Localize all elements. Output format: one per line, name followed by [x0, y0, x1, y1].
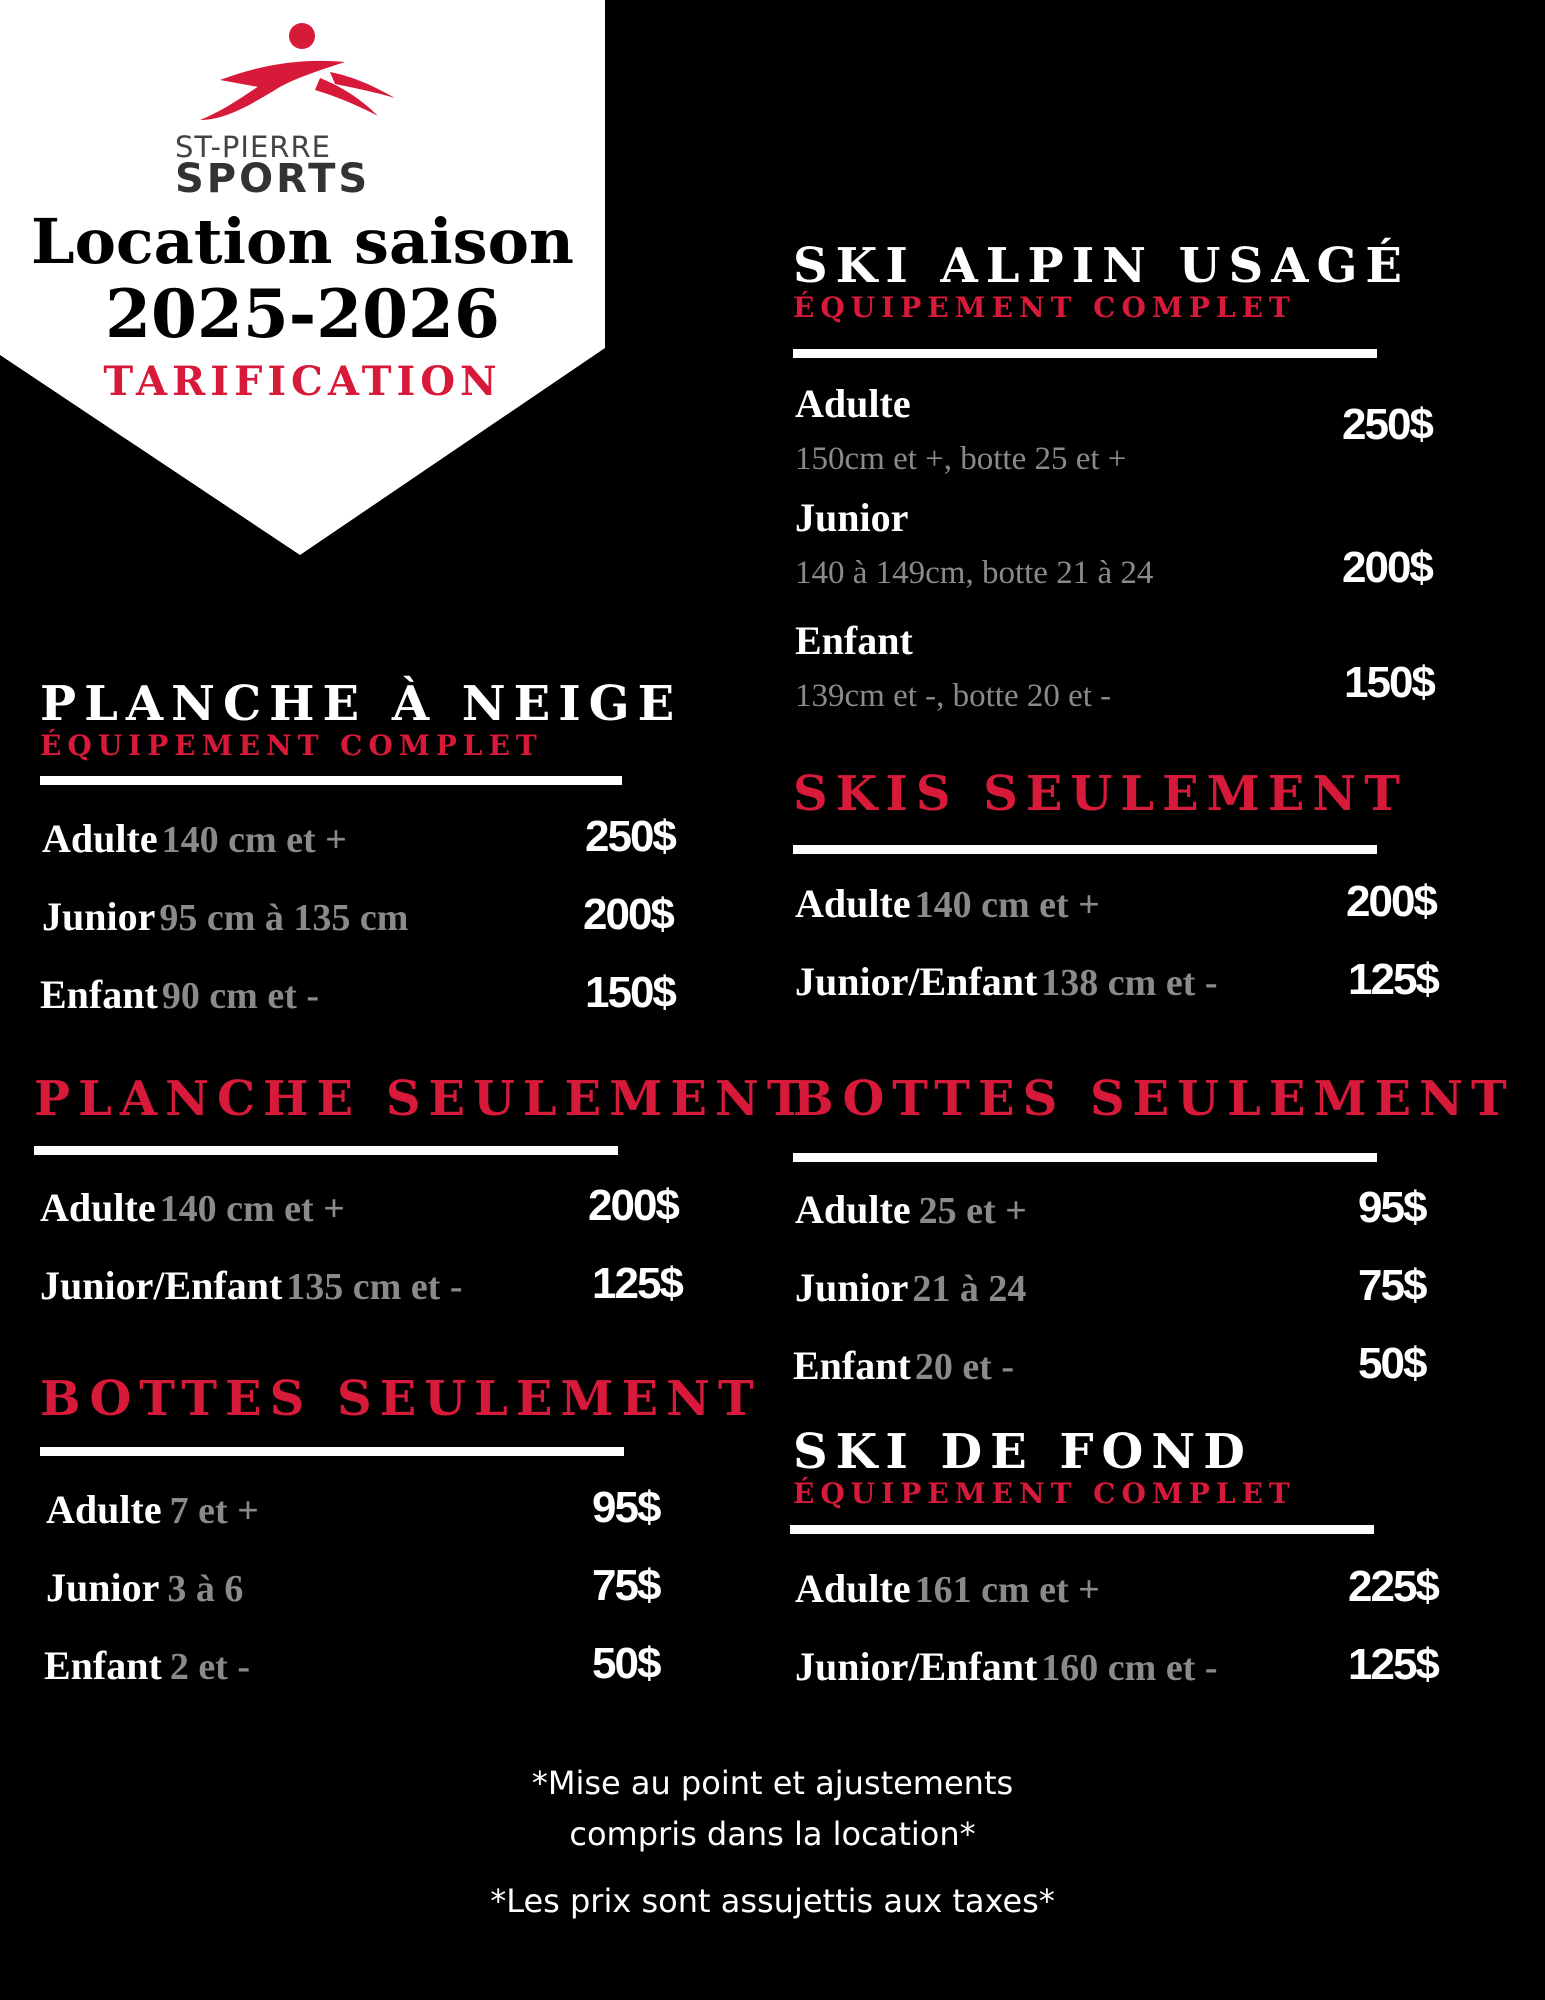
item-label: Junior/Enfant	[795, 1644, 1038, 1689]
section-planche-neige	[40, 676, 683, 762]
item-label: Junior	[795, 495, 909, 540]
item-price: 200$	[588, 1181, 678, 1230]
list-item	[46, 1564, 243, 1611]
divider	[34, 1146, 618, 1155]
item-price: 200$	[583, 890, 673, 939]
item-detail: 135 cm et -	[286, 1266, 463, 1308]
list-item	[44, 1642, 250, 1689]
item-detail: 25 et +	[918, 1190, 1027, 1232]
list-item	[795, 1643, 1218, 1690]
section-subtitle: ÉQUIPEMENT COMPLET	[793, 1477, 1296, 1510]
item-price: 50$	[592, 1639, 660, 1688]
tax-note: *Les prix sont assujettis aux taxes*	[490, 1882, 1055, 1920]
tarification-label: TARIFICATION	[103, 358, 502, 405]
item-price: 150$	[1344, 658, 1434, 707]
item-detail: 20 et -	[914, 1346, 1014, 1388]
item-detail: 161 cm et +	[914, 1569, 1100, 1611]
divider	[790, 1525, 1374, 1534]
item-detail: 140 cm et +	[161, 819, 347, 861]
section-title: BOTTES SEULEMENT	[793, 1071, 1515, 1127]
list-item	[795, 1565, 1100, 1612]
item-label: Junior	[795, 1265, 909, 1310]
section-title: PLANCHE SEULEMENT	[34, 1071, 811, 1127]
item-label: Junior	[42, 894, 156, 939]
list-item	[40, 1184, 345, 1231]
item-price: 50$	[1358, 1339, 1426, 1388]
item-detail: 140 cm et +	[914, 884, 1100, 926]
item-label: Adulte	[795, 881, 911, 926]
item-price: 200$	[1342, 543, 1432, 592]
list-item	[40, 1262, 463, 1309]
section-bottes-ski	[793, 1071, 1515, 1127]
item-price: 95$	[1358, 1183, 1426, 1232]
item-label: Enfant	[44, 1643, 162, 1688]
item-detail: 140 à 149cm, botte 21 à 24	[795, 555, 1154, 591]
list-item	[42, 815, 347, 862]
item-label: Enfant	[795, 618, 913, 663]
list-item	[793, 1342, 1014, 1389]
note-line: compris dans la location*	[569, 1815, 976, 1853]
section-subtitle: ÉQUIPEMENT COMPLET	[793, 291, 1296, 324]
list-item	[795, 380, 1126, 478]
season-years: 2025-2026	[105, 275, 500, 353]
note-line: *Mise au point et ajustements	[531, 1764, 1014, 1802]
item-label: Adulte	[40, 1185, 156, 1230]
item-price: 200$	[1346, 877, 1436, 926]
item-label: Adulte	[795, 1187, 911, 1232]
list-item	[795, 1264, 1026, 1311]
divider	[793, 349, 1377, 358]
list-item	[795, 494, 1153, 592]
item-label: Adulte	[795, 381, 911, 426]
item-detail: 3 à 6	[167, 1568, 244, 1610]
item-price: 75$	[1358, 1261, 1426, 1310]
item-label: Adulte	[795, 1566, 911, 1611]
item-label: Enfant	[40, 972, 158, 1017]
item-detail: 2 et -	[169, 1646, 250, 1688]
item-detail: 140 cm et +	[159, 1188, 345, 1230]
item-label: Enfant	[793, 1343, 911, 1388]
item-detail: 138 cm et -	[1041, 962, 1218, 1004]
item-price: 125$	[1348, 1640, 1438, 1689]
item-detail: 7 et +	[169, 1490, 259, 1532]
brand-line1: ST-PIERRE	[175, 130, 331, 164]
section-ski-fond	[793, 1424, 1296, 1510]
item-detail: 95 cm à 135 cm	[159, 897, 409, 939]
header-badge	[0, 0, 605, 555]
item-price: 125$	[592, 1259, 682, 1308]
section-title: SKIS SEULEMENT	[793, 766, 1408, 822]
list-item	[795, 617, 1111, 715]
section-ski-alpin	[793, 238, 1411, 324]
section-title: PLANCHE À NEIGE	[40, 676, 683, 732]
item-price: 125$	[1348, 955, 1438, 1004]
item-price: 250$	[585, 812, 675, 861]
list-item	[40, 971, 319, 1018]
section-bottes-planche	[40, 1371, 762, 1427]
item-price: 225$	[1348, 1562, 1438, 1611]
list-item	[42, 893, 408, 940]
item-label: Adulte	[42, 816, 158, 861]
item-detail: 139cm et -, botte 20 et -	[795, 678, 1112, 714]
section-title: SKI DE FOND	[793, 1424, 1253, 1480]
item-label: Adulte	[46, 1487, 162, 1532]
item-price: 150$	[585, 968, 675, 1017]
item-label: Junior/Enfant	[40, 1263, 283, 1308]
divider	[793, 845, 1377, 854]
list-item	[795, 880, 1100, 927]
list-item	[795, 1186, 1027, 1233]
list-item	[46, 1486, 259, 1533]
section-subtitle: ÉQUIPEMENT COMPLET	[40, 729, 543, 762]
item-detail: 160 cm et -	[1041, 1647, 1218, 1689]
section-title: SKI ALPIN USAGÉ	[793, 238, 1411, 294]
brand-line2: SPORTS	[175, 156, 371, 202]
item-label: Junior/Enfant	[795, 959, 1038, 1004]
divider	[40, 1447, 624, 1456]
item-price: 250$	[1342, 400, 1432, 449]
divider	[40, 776, 622, 785]
section-skis-seulement	[793, 766, 1408, 822]
item-price: 95$	[592, 1483, 660, 1532]
item-detail: 90 cm et -	[161, 975, 320, 1017]
item-detail: 21 à 24	[912, 1268, 1027, 1310]
list-item	[795, 958, 1218, 1005]
page-title: Location saison	[30, 205, 575, 278]
item-price: 75$	[592, 1561, 660, 1610]
section-planche-seulement	[34, 1071, 811, 1127]
item-label: Junior	[46, 1565, 160, 1610]
item-detail: 150cm et +, botte 25 et +	[795, 441, 1127, 477]
section-title: BOTTES SEULEMENT	[40, 1371, 762, 1427]
divider	[793, 1153, 1377, 1162]
